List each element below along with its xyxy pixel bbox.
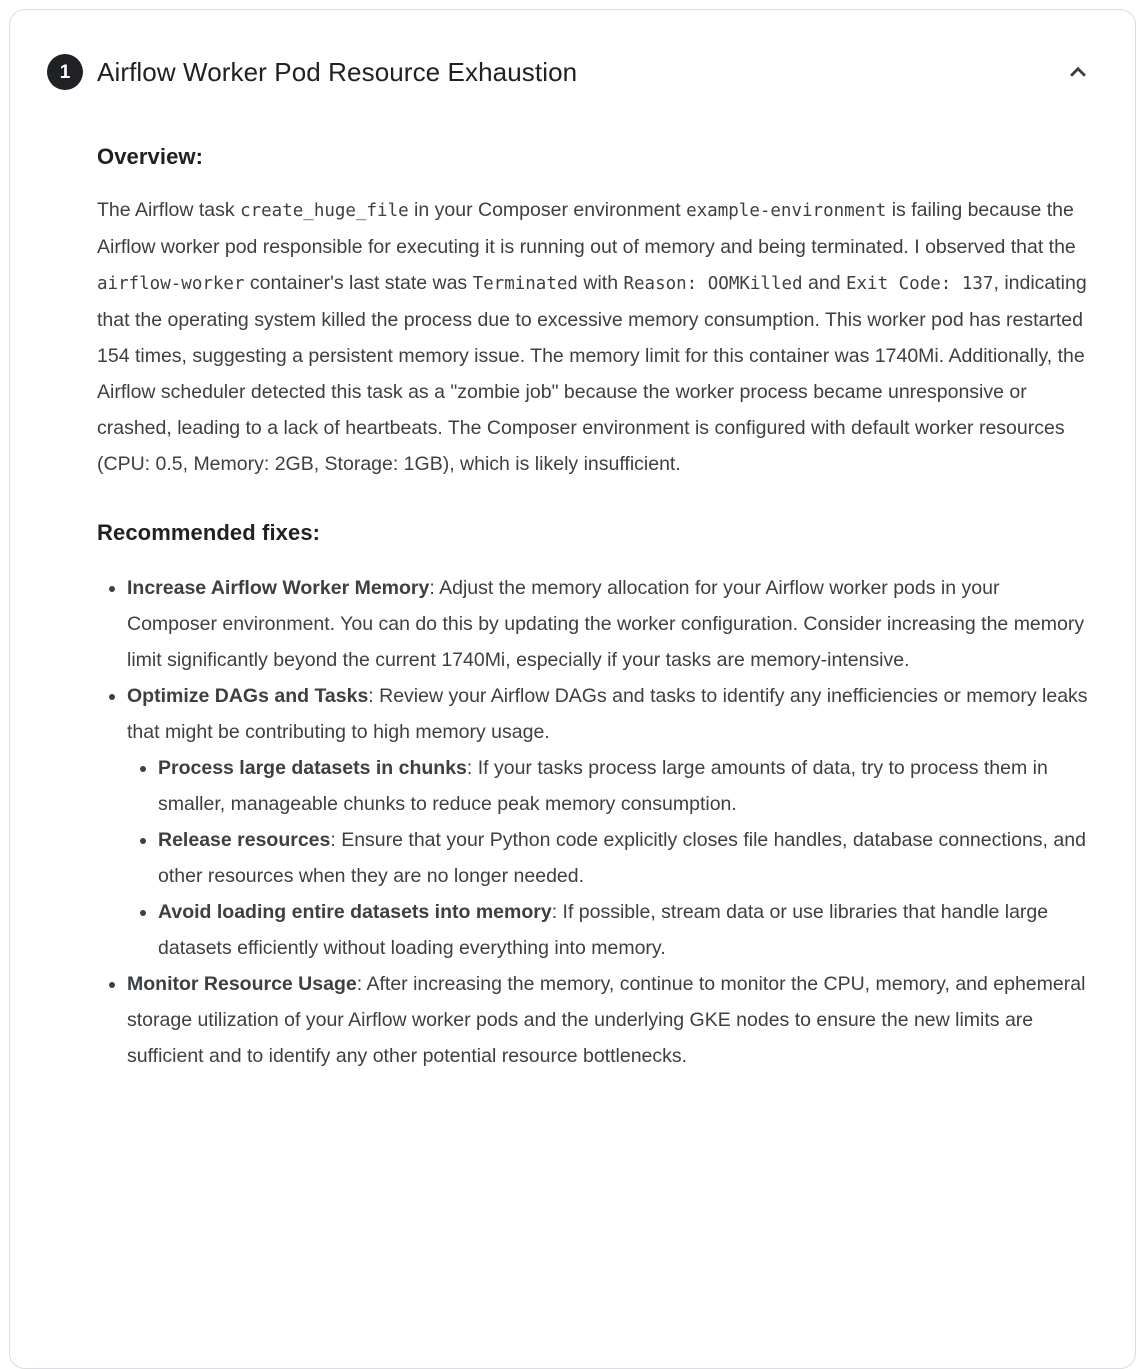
- fix-item-lead: Optimize DAGs and Tasks: [127, 685, 369, 707]
- fixes-list: [97, 570, 1091, 1074]
- fix-item: • Monitor Resource Usage: After increasing the memory, continue to monitor the CPU, memory, and ephemeral storage utilization of your Airflow worker pods and the underlying GKE nodes to ensure the new limits are sufficient and to identify any other potential resource bottlenecks.: [127, 966, 1091, 1074]
- fix-item: • Process large datasets in chunks: If your tasks process large amounts of data, try to process them in smaller, manageable chunks to reduce peak memory consumption.: [158, 750, 1091, 822]
- overview-paragraph: The Airflow task create_huge_file in your Composer environment example-environment is failing because the Airflow worker pod responsible for executing it is running out of memory and being terminated. I observed that the airflow-worker container's last state was Terminated with Reason: OOMKilled and Exit Code: 137, indicating that the operating system killed the process due to excessive memory consumption. This worker pod has restarted 154 times, suggesting a persistent memory issue. The memory limit for this container was 1740Mi. Additionally, the Airflow scheduler detected this task as a "zombie job" because the worker process became unresponsive or crashed, leading to a lack of heartbeats. The Composer environment is configured with default worker resources (CPU: 0.5, Memory: 2GB, Storage: 1GB), which is likely insufficient.: [97, 199, 1087, 475]
- collapse-button[interactable]: [1063, 57, 1093, 87]
- fixes-heading: Recommended fixes:: [97, 520, 321, 545]
- inline-code: example-environment: [686, 201, 887, 221]
- fix-item-lead: Monitor Resource Usage: [127, 973, 357, 995]
- fix-item: • Release resources: Ensure that your Python code explicitly closes file handles, database connections, and other resources when they are no longer needed.: [158, 822, 1091, 894]
- finding-card-body: [10, 144, 1135, 1114]
- fix-item: • Increase Airflow Worker Memory: Adjust the memory allocation for your Airflow worker pods in your Composer environment. You can do this by updating the worker configuration. Consider increasing the memory limit significantly beyond the current 1740Mi, especially if your tasks are memory-intensive.: [127, 570, 1091, 678]
- overview-heading: Overview:: [97, 144, 204, 169]
- fix-item-lead: Increase Airflow Worker Memory: [127, 577, 430, 599]
- inline-code: Reason: OOMKilled: [623, 274, 803, 294]
- finding-title: Airflow Worker Pod Resource Exhaustion: [97, 56, 578, 87]
- fix-subitem-list: [127, 750, 1091, 966]
- fix-item: • Optimize DAGs and Tasks: Review your Airflow DAGs and tasks to identify any inefficiencies or memory leaks that might be contributing to high memory usage. • Process large datasets in chunks: If your tasks process large amounts of data, try to process them in smaller, manageable chunks to reduce peak memory consumption. • Release resources: Ensure that your Python code explicitly closes file handles, database connections, and other resources when they are no longer needed. • Avoid loading entire datasets into memory: If possible, stream data or use libraries that handle large datasets efficiently without loading everything into memory.: [127, 678, 1091, 966]
- inline-code: airflow-worker: [97, 274, 245, 294]
- finding-card: [9, 9, 1136, 1369]
- chevron-up-icon: [1065, 59, 1091, 85]
- fix-item-lead: Avoid loading entire datasets into memory: [158, 901, 552, 923]
- fix-item: • Avoid loading entire datasets into memory: If possible, stream data or use libraries that handle large datasets efficiently without loading everything into memory.: [158, 894, 1091, 966]
- fix-item-lead: Release resources: [158, 829, 331, 851]
- inline-code: create_huge_file: [240, 201, 409, 221]
- inline-code: Terminated: [472, 274, 578, 294]
- inline-code: Exit Code: 137: [845, 274, 994, 294]
- finding-number-badge: 1: [47, 54, 83, 90]
- fix-item-lead: Process large datasets in chunks: [158, 757, 467, 779]
- finding-card-header: [10, 10, 1135, 90]
